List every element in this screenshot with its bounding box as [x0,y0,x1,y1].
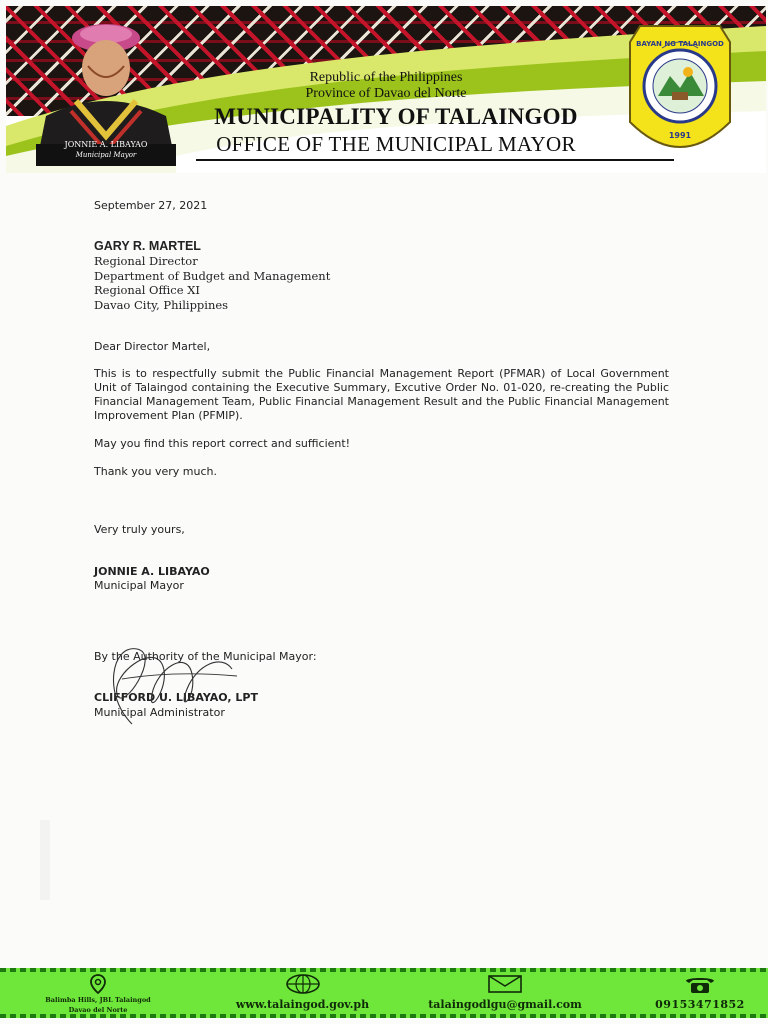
recipient-city: Davao City, Philippines [94,297,229,312]
portrait-caption-name: JONNIE A. LIBAYAO [64,140,148,149]
telephone-icon [683,974,717,994]
complimentary-closing: Very truly yours, [94,523,185,536]
footer-website-link[interactable]: www.talaingod.gov.ph [235,998,370,1011]
portrait-caption [46,140,166,160]
salutation: Dear Director Martel, [94,340,211,353]
handwritten-signature [92,634,242,734]
scan-smudge [40,820,50,900]
letter-date: September 27, 2021 [94,199,208,212]
recipient-department: Department of Budget and Management [94,268,331,283]
municipal-seal-logo [626,22,734,156]
body-paragraph-3: Thank you very much. [94,465,217,478]
body-paragraph-2: May you find this report correct and sufficient! [94,437,351,450]
body-paragraph: This is to respectfully submit the Public Financial Management Report (PFMAR) of Local Government Unit of Talaingod containing the Executive Summary, Excutive Order No. 01-020, re-creating the Public Financial Management Team, Public Financial Management Result and the Public Financial Management Improvement Plan (PFMIP). [94,367,669,422]
signer-name: JONNIE A. LIBAYAO [94,565,210,578]
letterhead [6,6,766,173]
portrait-caption-role: Municipal Mayor [75,151,137,159]
recipient-office: Regional Office XI [94,283,200,297]
recipient-name: GARY R. MARTEL [94,239,201,253]
footer-phone[interactable] [650,974,750,1011]
office-title: OFFICE OF THE MUNICIPAL MAYOR [216,132,576,156]
footer-website[interactable] [230,974,375,1011]
administrator-title: Municipal Administrator [94,706,225,719]
footer-email[interactable] [415,974,595,1011]
signer-title: Municipal Mayor [94,579,184,592]
footer-top-border [0,968,768,972]
footer-email-link[interactable]: talaingodlgu@gmail.com [428,998,582,1011]
footer-bottom-border [0,1014,768,1018]
footer-phone-number[interactable]: 09153471852 [655,998,745,1011]
location-pin-icon [90,974,106,994]
authority-line: By the Authority of the Municipal Mayor: [94,650,317,663]
republic-line: Republic of the Philippines [309,70,463,85]
seal-text: BAYAN NG TALAINGOD [636,40,724,48]
province-line: Province of Davao del Norte [305,86,467,101]
footer-address-line1: Balimba Hills, JBL Talaingod [45,996,151,1004]
recipient-address [94,254,669,312]
footer-address-line2: Davao del Norte [68,1006,128,1014]
globe-icon [285,974,321,994]
administrator-name: CLIFFORD U. LIBAYAO, LPT [94,691,258,704]
municipality-title: MUNICIPALITY OF TALAINGOD [214,104,578,129]
envelope-icon [487,974,523,994]
footer-bar [0,968,768,1018]
seal-year: 1991 [668,131,692,140]
header-divider [196,159,674,161]
footer-address [28,974,168,1014]
recipient-position: Regional Director [94,254,198,268]
